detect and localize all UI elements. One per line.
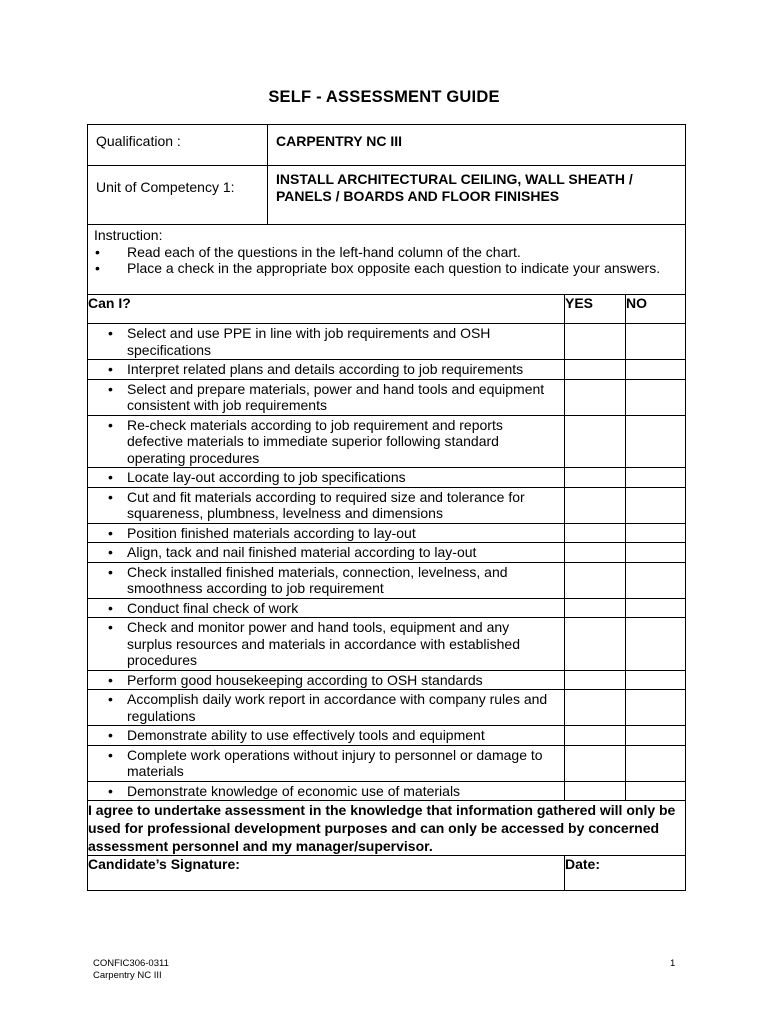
candidate-signature-field[interactable]: Candidate’s Signature: xyxy=(88,856,565,891)
checklist-question xyxy=(88,781,565,801)
page-title: SELF - ASSESSMENT GUIDE xyxy=(268,88,500,106)
checklist-item-text: • Check and monitor power and hand tools, equipment and any surplus resources and materials in accordance with established procedures xyxy=(94,619,558,669)
yes-checkbox[interactable] xyxy=(565,726,626,746)
checklist-item-text: • Cut and fit materials according to required size and tolerance for squareness, plumbness, levelness and dimensions xyxy=(94,489,558,522)
unit-label: Unit of Competency 1: xyxy=(88,166,268,225)
yes-checkbox[interactable] xyxy=(565,618,626,671)
no-checkbox[interactable] xyxy=(626,468,686,488)
yes-checkbox[interactable] xyxy=(565,543,626,563)
checklist-row xyxy=(88,523,686,543)
qualification-label: Qualification : xyxy=(88,125,268,166)
self-assessment-table xyxy=(87,124,686,891)
yes-checkbox[interactable] xyxy=(565,360,626,380)
no-checkbox[interactable] xyxy=(626,379,686,415)
checklist-row xyxy=(88,598,686,618)
instruction-item: • Place a check in the appropriate box opposite each question to indicate your answers. xyxy=(94,260,679,277)
date-field[interactable]: Date: xyxy=(565,856,686,891)
yes-checkbox[interactable] xyxy=(565,523,626,543)
checklist-item-text: • Conduct final check of work xyxy=(94,600,558,617)
agreement-row xyxy=(88,801,686,856)
checklist-question xyxy=(88,415,565,468)
checklist-row xyxy=(88,562,686,598)
checklist-row xyxy=(88,324,686,360)
no-checkbox[interactable] xyxy=(626,670,686,690)
checklist-item-text: • Re-check materials according to job requirement and reports defective materials to immediate superior following standard operating procedures xyxy=(94,417,558,467)
footer-left xyxy=(93,958,169,981)
checklist-row xyxy=(88,670,686,690)
checklist-question xyxy=(88,543,565,563)
checklist-item-text: • Demonstrate ability to use effectively tools and equipment xyxy=(94,727,558,744)
unit-value-line2: PANELS / BOARDS AND FLOOR FINISHES xyxy=(276,187,560,204)
checklist-row xyxy=(88,379,686,415)
no-checkbox[interactable] xyxy=(626,781,686,801)
instruction-heading: Instruction: xyxy=(94,227,163,243)
yes-checkbox[interactable] xyxy=(565,781,626,801)
checklist-row xyxy=(88,690,686,726)
signature-row xyxy=(88,856,686,891)
checklist-item-text: • Position finished materials according to lay-out xyxy=(94,525,558,542)
checklist-question xyxy=(88,690,565,726)
no-checkbox[interactable] xyxy=(626,324,686,360)
checklist-item-text: • Select and use PPE in line with job requirements and OSH specifications xyxy=(94,325,558,358)
checklist-row xyxy=(88,781,686,801)
checklist-item-text: • Select and prepare materials, power and hand tools and equipment consistent with job requirements xyxy=(94,381,558,414)
no-checkbox[interactable] xyxy=(626,598,686,618)
no-checkbox[interactable] xyxy=(626,690,686,726)
checklist-item-text: • Locate lay-out according to job specifications xyxy=(94,469,558,486)
yes-checkbox[interactable] xyxy=(565,690,626,726)
checklist-question xyxy=(88,468,565,488)
checklist-row xyxy=(88,726,686,746)
column-header-row xyxy=(88,295,686,324)
unit-value-line1: INSTALL ARCHITECTURAL CEILING, WALL SHEATH / xyxy=(276,171,633,187)
no-checkbox[interactable] xyxy=(626,523,686,543)
checklist-item-text: • Complete work operations without injury to personnel or damage to materials xyxy=(94,747,558,780)
checklist-row xyxy=(88,468,686,488)
agreement-text: I agree to undertake assessment in the knowledge that information gathered will only be used for professional development purposes and can only be accessed by concerned assessment personnel and my manager/supervisor. xyxy=(88,801,686,856)
yes-checkbox[interactable] xyxy=(565,745,626,781)
no-checkbox[interactable] xyxy=(626,487,686,523)
no-checkbox[interactable] xyxy=(626,415,686,468)
checklist-row xyxy=(88,745,686,781)
checklist-row xyxy=(88,543,686,563)
unit-value xyxy=(268,166,686,225)
checklist-question xyxy=(88,487,565,523)
no-checkbox[interactable] xyxy=(626,726,686,746)
checklist-row xyxy=(88,360,686,380)
yes-checkbox[interactable] xyxy=(565,379,626,415)
checklist-item-text: • Interpret related plans and details according to job requirements xyxy=(94,361,558,378)
checklist-question xyxy=(88,598,565,618)
yes-checkbox[interactable] xyxy=(565,670,626,690)
yes-checkbox[interactable] xyxy=(565,487,626,523)
checklist-row xyxy=(88,415,686,468)
checklist-row xyxy=(88,487,686,523)
instruction-list xyxy=(94,244,679,277)
qualification-value: CARPENTRY NC III xyxy=(268,125,686,166)
no-checkbox[interactable] xyxy=(626,360,686,380)
footer-code: CONFIC306-0311 xyxy=(93,958,169,969)
checklist-question xyxy=(88,360,565,380)
yes-checkbox[interactable] xyxy=(565,468,626,488)
instruction-row xyxy=(88,225,686,295)
footer-program: Carpentry NC III xyxy=(93,969,162,981)
no-checkbox[interactable] xyxy=(626,745,686,781)
checklist-body xyxy=(88,324,686,801)
checklist-item-text: • Accomplish daily work report in accordance with company rules and regulations xyxy=(94,691,558,724)
checklist-question xyxy=(88,562,565,598)
checklist-question xyxy=(88,745,565,781)
no-checkbox[interactable] xyxy=(626,618,686,671)
checklist-question xyxy=(88,324,565,360)
checklist-question xyxy=(88,379,565,415)
checklist-item-text: • Demonstrate knowledge of economic use of materials xyxy=(94,783,558,800)
no-checkbox[interactable] xyxy=(626,543,686,563)
yes-checkbox[interactable] xyxy=(565,415,626,468)
checklist-item-text: • Perform good housekeeping according to OSH standards xyxy=(94,672,558,689)
checklist-question xyxy=(88,618,565,671)
checklist-question xyxy=(88,726,565,746)
qualification-row xyxy=(88,125,686,166)
checklist-question xyxy=(88,670,565,690)
yes-checkbox[interactable] xyxy=(565,324,626,360)
no-column-header: NO xyxy=(626,295,686,324)
checklist-question xyxy=(88,523,565,543)
yes-checkbox[interactable] xyxy=(565,598,626,618)
yes-checkbox[interactable] xyxy=(565,562,626,598)
question-column-header: Can I? xyxy=(88,295,565,324)
checklist-item-text: • Check installed finished materials, connection, levelness, and smoothness according to job requirement xyxy=(94,564,558,597)
footer-page-number: 1 xyxy=(670,958,676,969)
instruction-cell xyxy=(88,225,686,295)
no-checkbox[interactable] xyxy=(626,562,686,598)
checklist-item-text: • Align, tack and nail finished material according to lay-out xyxy=(94,544,558,561)
yes-column-header: YES xyxy=(565,295,626,324)
checklist-row xyxy=(88,618,686,671)
unit-row xyxy=(88,166,686,225)
instruction-item: • Read each of the questions in the left-hand column of the chart. xyxy=(94,244,679,261)
